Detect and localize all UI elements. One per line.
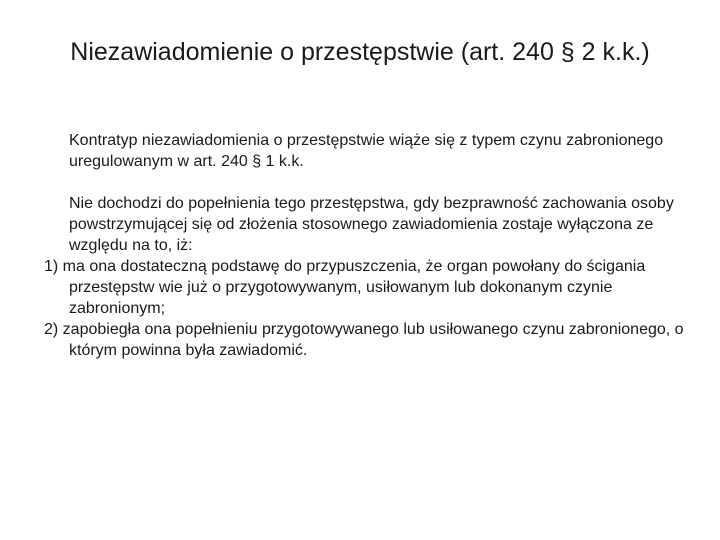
list-item-condition-1: 1) ma ona dostateczną podstawę do przypuszczenia, że organ powołany do ścigania przestępstw wie już o przygotowywanym, usiłowanym lub dokonanym czynie zabronionym; [44,258,646,317]
slide-body [44,130,684,361]
paragraph-exclusion-conditions: Nie dochodzi do popełnienia tego przestępstwa, gdy bezprawność zachowania osoby powstrzymującej się od złożenia stosownego zawiadomienia zostaje wyłączona ze względu na to, iż: [69,195,674,254]
slide-title: Niezawiadomienie o przestępstwie (art. 240 § 2 k.k.) [70,38,650,66]
list-item-condition-2: 2) zapobiegła ona popełnieniu przygotowywanego lub usiłowanego czynu zabronionego, o którym powinna była zawiadomić. [44,321,684,359]
paragraph-countertype: Kontratyp niezawiadomienia o przestępstwie wiąże się z typem czynu zabronionego uregulowanym w art. 240 § 1 k.k. [69,132,664,170]
